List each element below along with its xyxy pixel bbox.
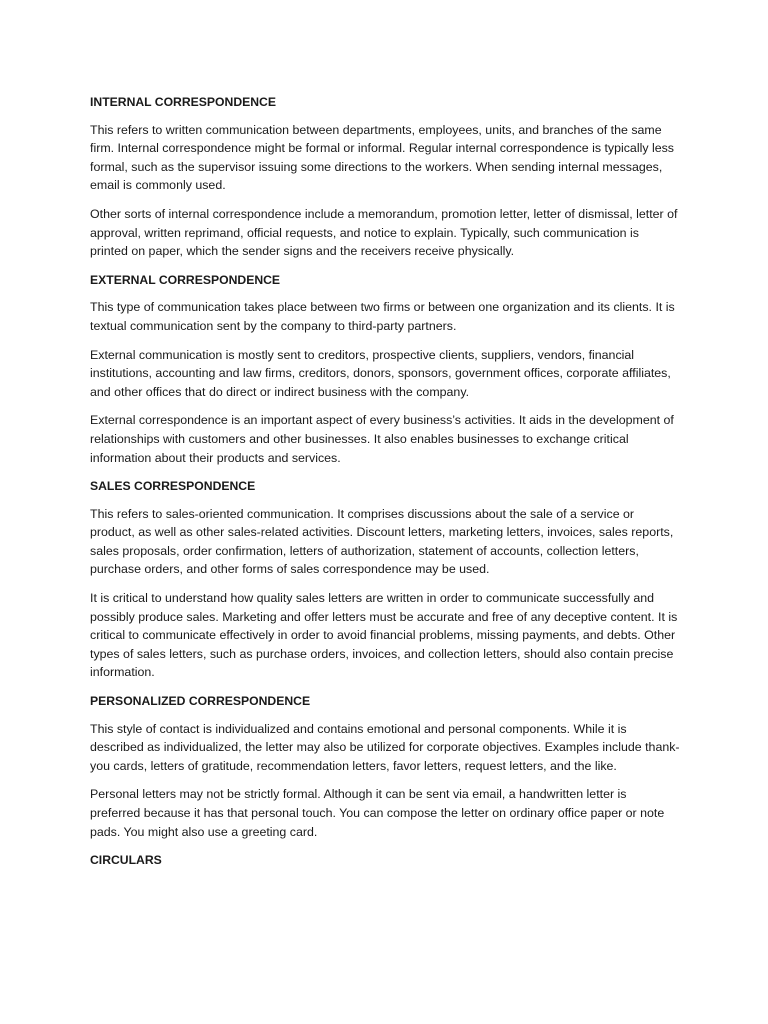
section-personalized-correspondence	[90, 692, 680, 841]
paragraph: It is critical to understand how quality sales letters are written in order to communicate successfully and possibly produce sales. Marketing and offer letters must be accurate and free of any deceptive content. It is critical to communicate effectively in order to avoid financial problems, missing payments, and debts. Other types of sales letters, such as purchase orders, invoices, and collection letters, should also contain precise information.	[90, 591, 678, 680]
paragraph: This type of communication takes place between two firms or between one organization and its clients. It is textual communication sent by the company to third-party partners.	[90, 300, 675, 333]
paragraph: This refers to sales-oriented communication. It comprises discussions about the sale of a service or product, as well as other sales-related activities. Discount letters, marketing letters, invoices, sales reports, sales proposals, order confirmation, letters of authorization, statement of accounts, collection letters, purchase orders, and other forms of sales correspondence may be used.	[90, 506, 674, 577]
paragraph: External communication is mostly sent to creditors, prospective clients, suppliers, vendors, financial institutions, accounting and law firms, creditors, donors, sponsors, government offices, corporate affiliates, and other offices that do direct or indirect business with the company.	[90, 347, 671, 399]
section-heading: INTERNAL CORRESPONDENCE	[90, 95, 276, 109]
section-external-correspondence	[90, 271, 680, 467]
section-heading: SALES CORRESPONDENCE	[90, 479, 256, 494]
section-internal-correspondence	[90, 93, 680, 261]
section-circulars	[90, 851, 680, 870]
paragraph: This style of contact is individualized and contains emotional and personal components. While it is described as individualized, the letter may also be utilized for corporate objectives. Examples include thank-you cards, letters of gratitude, recommendation letters, favor letters, request letters, and the like.	[90, 721, 680, 773]
section-heading: CIRCULARS	[90, 853, 162, 868]
paragraph: This refers to written communication between departments, employees, units, and branches of the same firm. Internal correspondence might be formal or informal. Regular internal correspondence is typically less formal, such as the supervisor issuing some directions to the workers. When sending internal messages, email is commonly used.	[90, 122, 674, 193]
section-sales-correspondence	[90, 477, 680, 682]
section-heading: EXTERNAL CORRESPONDENCE	[90, 272, 281, 287]
paragraph: Personal letters may not be strictly formal. Although it can be sent via email, a handwritten letter is preferred because it has that personal touch. You can compose the letter on ordinary office paper or note pads. You might also use a greeting card.	[90, 787, 665, 839]
section-heading: PERSONALIZED CORRESPONDENCE	[90, 694, 311, 709]
paragraph: Other sorts of internal correspondence include a memorandum, promotion letter, letter of dismissal, letter of approval, written reprimand, official requests, and notice to explain. Typically, such communication is printed on paper, which the sender signs and the receivers receive physically.	[90, 206, 678, 259]
paragraph: External correspondence is an important aspect of every business’s activities. It aids in the development of relationships with customers and other businesses. It also enables businesses to exchange critical information about their products and services.	[90, 413, 674, 465]
